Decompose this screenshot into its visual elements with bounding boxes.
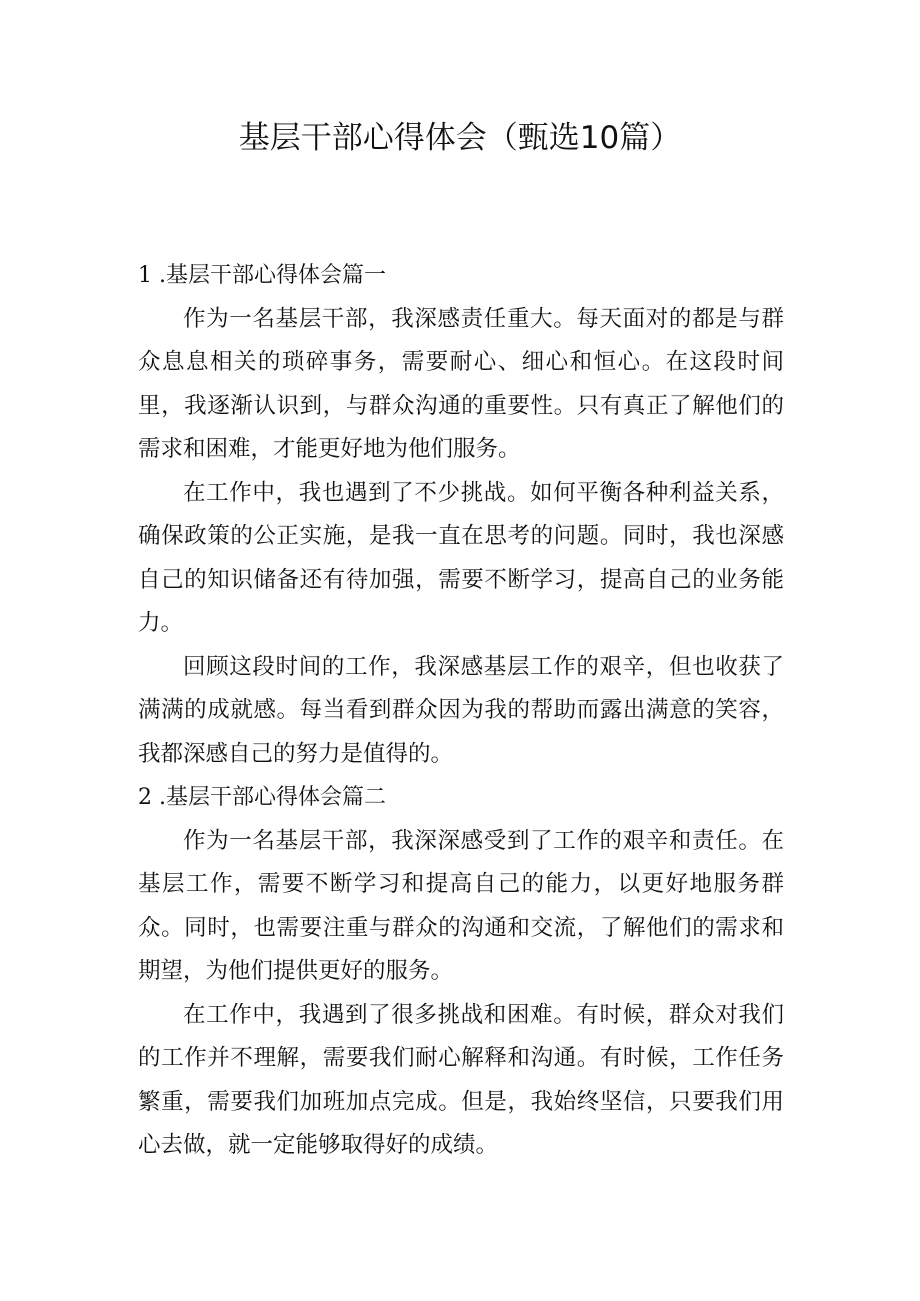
document-body: [138, 254, 784, 1168]
section-1: [138, 254, 784, 776]
paragraph: 回顾这段时间的工作，我深感基层工作的艰辛，但也收获了满满的成就感。每当看到群众因为我的帮助而露出满意的笑容，我都深感自己的努力是值得的。: [138, 653, 784, 767]
paragraph: 在工作中，我遇到了很多挑战和困难。有时候，群众对我们的工作并不理解，需要我们耐心解释和沟通。有时候，工作任务繁重，需要我们加班加点完成。但是，我始终坚信，只要我们用心去做，就一定能够取得好的成绩。: [138, 1001, 784, 1158]
document-title: 基层干部心得体会（甄选10篇）: [238, 120, 682, 156]
paragraph: 作为一名基层干部，我深深感受到了工作的艰辛和责任。在基层工作，需要不断学习和提高自己的能力，以更好地服务群众。同时，也需要注重与群众的沟通和交流，了解他们的需求和期望，为他们提供更好的服务。: [138, 827, 784, 984]
section-heading: 2 .基层干部心得体会篇二: [138, 785, 386, 810]
section-2: [138, 776, 784, 1168]
paragraph: 在工作中，我也遇到了不少挑战。如何平衡各种利益关系，确保政策的公正实施，是我一直在思考的问题。同时，我也深感自己的知识储备还有待加强，需要不断学习，提高自己的业务能力。: [138, 479, 784, 636]
paragraph: 作为一名基层干部，我深感责任重大。每天面对的都是与群众息息相关的琐碎事务，需要耐心、细心和恒心。在这段时间里，我逐渐认识到，与群众沟通的重要性。只有真正了解他们的需求和困难，才能更好地为他们服务。: [138, 305, 784, 462]
section-heading: 1 .基层干部心得体会篇一: [138, 263, 386, 288]
